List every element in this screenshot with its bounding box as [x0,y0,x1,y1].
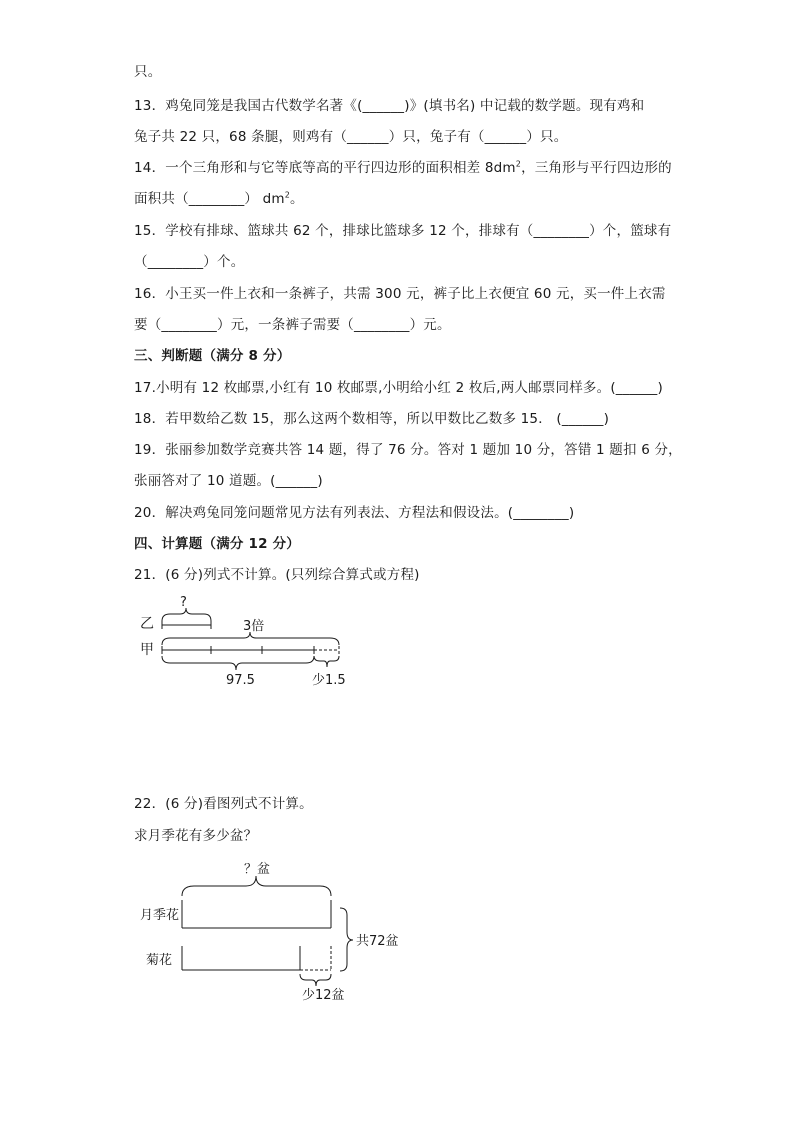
question-20: 20．解决鸡兔同笼问题常见方法有列表法、方程法和假设法。(________) [134,505,575,521]
q14-part2: ，三角形与平行四边形的 [521,160,672,176]
yi-question: ? [180,595,187,610]
less-label: 少1.5 [312,673,346,688]
q14-part-area: 面积共（________） dm [134,191,285,207]
total-brace [162,656,314,670]
jia-dashed [314,646,339,654]
times-label: 3倍 [243,619,265,634]
jia-bar [162,646,314,654]
yi-bar [162,621,211,629]
rose-question: ？盆 [244,862,271,877]
question-13-line-2: 兔子共 22 只，68 条腿，则鸡有（______）只，兔子有（______）只。 [134,129,568,145]
total-label-2: 共72盆 [356,934,399,949]
question-15-line-1: 15．学校有排球、篮球共 62 个，排球比篮球多 12 个，排球有（________）个，篮球有 [134,223,672,239]
label-mum: 菊花 [146,953,173,968]
label-yi: 乙 [140,616,154,632]
q14-superscript: 2 [515,159,522,169]
question-19-line-2: 张丽答对了 10 道题。(______) [134,473,323,489]
question-13-line-1: 13．鸡兔同笼是我国古代数学名著《(______)》(填书名) 中记载的数学题。现有鸡和 [134,98,645,114]
question-15-line-2: （________）个。 [134,254,245,270]
question-22: 22．(6 分)看图列式不计算。 [134,796,313,812]
less-brace [314,656,339,667]
less-label-2: 少12盆 [302,988,345,1003]
question-16-line-1: 16．小王买一件上衣和一条裤子，共需 300 元，裤子比上衣便宜 60 元，买一件上衣需 [134,286,666,302]
q14-part3: 。 [290,191,304,207]
question-17: 17.小明有 12 枚邮票,小红有 10 枚邮票,小明给小红 2 枚后,两人邮票同样多。(______) [134,380,663,396]
section-3-title: 三、判断题（满分 8 分） [134,348,291,364]
label-jia: 甲 [140,642,154,658]
question-21: 21．(6 分)列式不计算。(只列综合算式或方程) [134,567,420,583]
question-18: 18．若甲数给乙数 15，那么这两个数相等，所以甲数比乙数多 15． (______) [134,411,610,427]
text-line-1: 只。 [134,64,162,80]
q14-superscript-2: 2 [284,190,291,200]
question-19-line-1: 19．张丽参加数学竞赛共答 14 题，得了 76 分。答对 1 题加 10 分，答错 1 题扣 6 分， [134,442,682,458]
label-rose: 月季花 [140,908,180,923]
q14-part1: 14．一个三角形和与它等底等高的平行四边形的面积相差 8dm [134,160,516,176]
question-16-line-2: 要（________）元，一条裤子需要（________）元。 [134,317,451,333]
section-4-title: 四、计算题（满分 12 分） [134,536,300,552]
question-22-prompt: 求月季花有多少盆？ [134,828,258,844]
total-label: 97.5 [226,673,255,688]
